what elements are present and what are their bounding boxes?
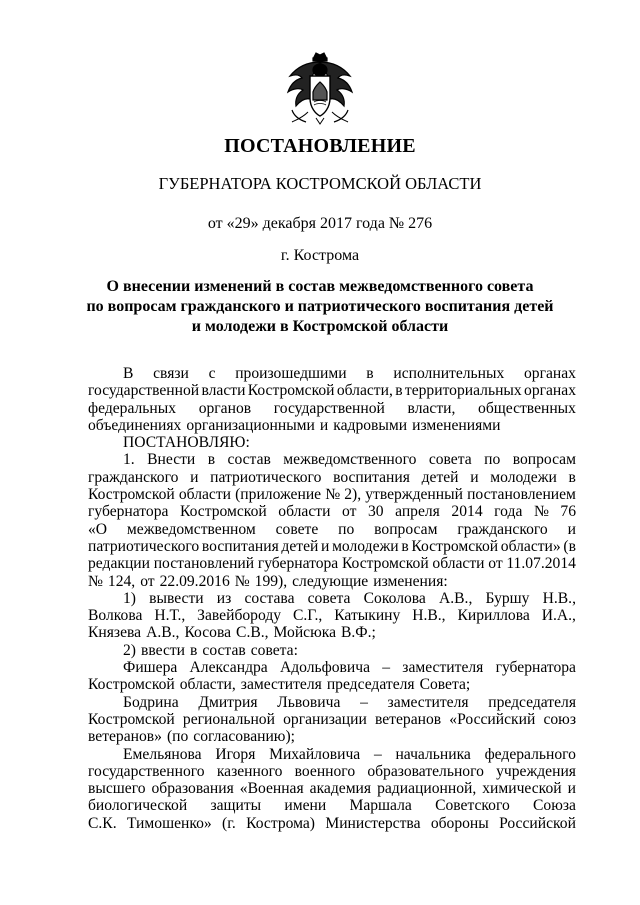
body-line: федеральных органов государственной власти, общественных	[88, 399, 576, 417]
body-line: высшего образования «Военная академия радиационной, химической и	[88, 780, 576, 798]
subject-line: О внесении изменений в состав межведомственного совета	[106, 278, 534, 295]
body-line: Фишера Александра Адольфовича – заместителя губернатора	[123, 659, 576, 677]
body-line: биологической защиты имени Маршала Советского Союза	[88, 797, 576, 815]
body-line: 1) вывести из состава совета Соколова А.В., Буршу Н.В.,	[123, 589, 576, 607]
coat-of-arms-emblem	[284, 52, 356, 126]
subject-line: и молодежи в Костромской области	[191, 318, 449, 335]
body-line: губернатора Костромской области от 30 апреля 2014 года № 76	[88, 503, 576, 521]
date-and-number: от «29» декабря 2017 года № 276	[207, 215, 433, 232]
body-line: Князева А.В., Косова С.В., Мойсюка В.Ф.;	[88, 624, 376, 642]
body-line: ПОСТАНОВЛЯЮ:	[123, 434, 250, 452]
body-line: патриотического воспитания детей и молодежи в Костромской области» (в	[88, 537, 576, 555]
body-line: государственного казенного военного образовательного учреждения	[88, 762, 576, 780]
body-line: государственной власти Костромской области, в территориальных органах	[88, 382, 576, 400]
issuing-authority: ГУБЕРНАТОРА КОСТРОМСКОЙ ОБЛАСТИ	[158, 174, 482, 193]
subject-line: по вопросам гражданского и патриотического воспитания детей	[86, 298, 554, 315]
body-line: объединениях организационными и кадровыми изменениями	[88, 416, 501, 434]
body-line: 2) ввести в состав совета:	[123, 641, 298, 659]
body-line: Костромской области, заместителя председателя Совета;	[88, 676, 471, 694]
document-subject	[0, 277, 640, 337]
body-line: редакции постановлений губернатора Костромской области от 11.07.2014	[88, 555, 576, 573]
body-line: С.К. Тимошенко» (г. Кострома) Министерства обороны Российской	[88, 814, 576, 832]
document-body	[88, 365, 576, 832]
body-line: ветеранов» (по согласованию);	[88, 728, 295, 746]
body-line: Бодрина Дмитрия Львовича – заместителя председателя	[123, 693, 576, 711]
body-line: Емельянова Игоря Михайловича – начальника федерального	[123, 745, 576, 763]
body-line: гражданского и патриотического воспитания детей и молодежи в	[88, 468, 576, 486]
body-line: № 124, от 22.09.2016 № 199), следующие изменения:	[88, 572, 448, 590]
city-line: г. Кострома	[280, 247, 360, 264]
body-line: В связи с произошедшими в исполнительных органах	[123, 365, 576, 382]
document-title: ПОСТАНОВЛЕНИЕ	[224, 135, 416, 157]
body-line: «О межведомственном совете по вопросам гражданского и	[88, 520, 576, 538]
body-line: Костромской области (приложение № 2), утвержденный постановлением	[88, 486, 576, 504]
body-line: Волкова Н.Т., Завейбороду С.Г., Катыкину Н.В., Кириллова И.А.,	[88, 607, 576, 625]
body-line: 1. Внести в состав межведомственного совета по вопросам	[123, 451, 576, 469]
body-line: Костромской региональной организации ветеранов «Российский союз	[88, 710, 576, 728]
